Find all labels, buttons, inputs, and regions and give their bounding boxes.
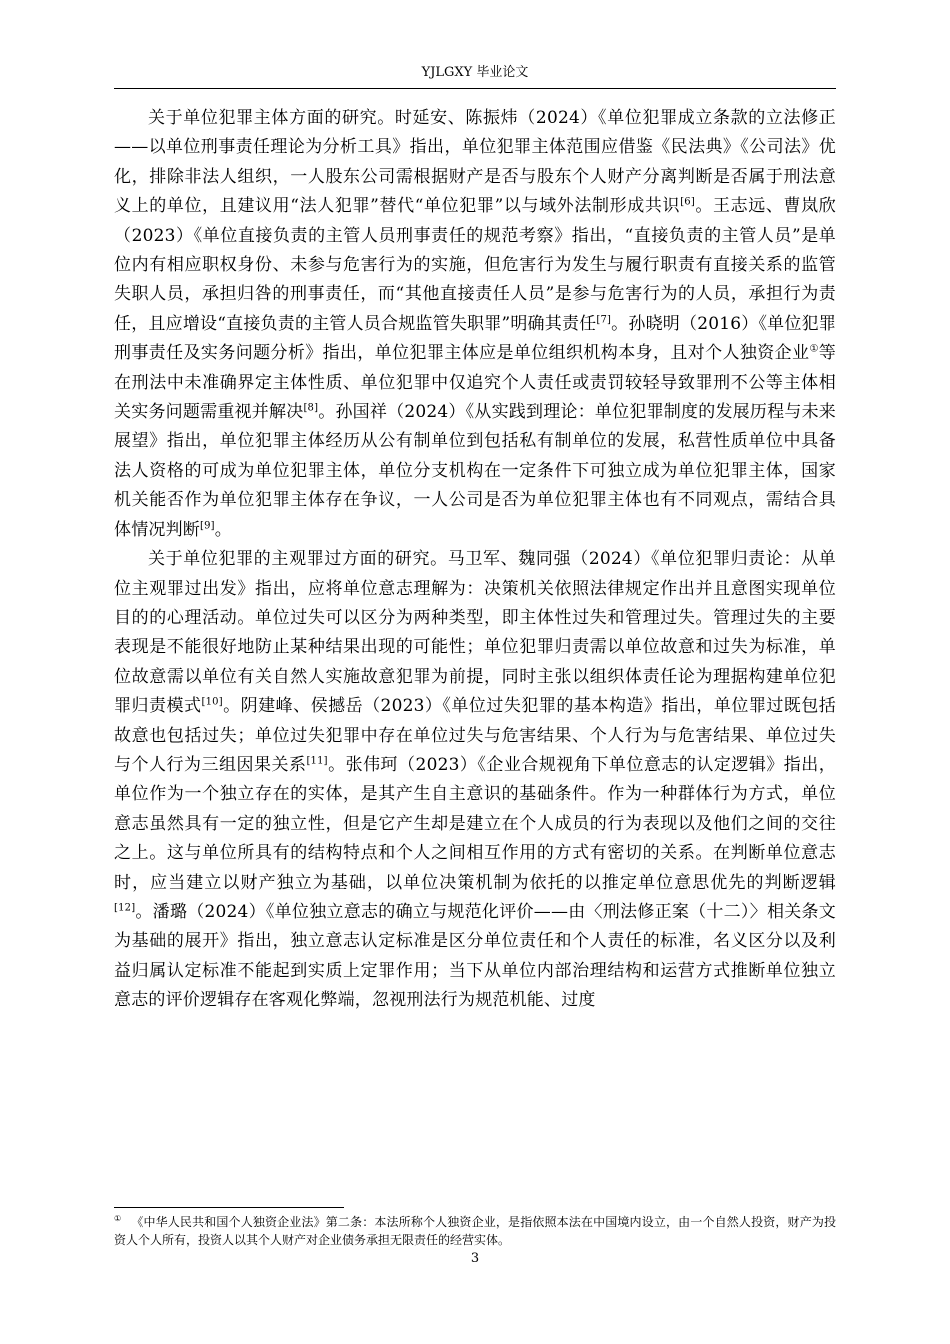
paragraph-subject-research	[114, 104, 836, 545]
citation-7: [7]	[596, 314, 612, 326]
footnote-marker: ①	[114, 1214, 122, 1223]
citation-6: [6]	[680, 196, 695, 208]
text-run: 等在刑法中未准确界定主体性质、单位犯罪中仅追究个人责任或责罚较轻导致罪刑不公等主体相关实务问题需重视并解决	[114, 343, 836, 423]
text-run: 。张伟珂（2023）《企业合规视角下单位意志的认定逻辑》指出，单位作为一个独立存在的实体，是其产生自主意识的基础条件。作为一种群体行为方式，单位意志虽然具有一定的独立性，但是它产生却是建立在个人成员的行为表现以及他们之间的交往之上。这与单位所具有的结构特点和个人之间相互作用的方式有密切的关系。在判断单位意志时，应当建立以财产独立为基础，以单位决策机制为依托的以推定单位意思优先的判断逻辑	[114, 754, 837, 893]
header-rule	[114, 88, 836, 89]
running-header: YJLGXY 毕业论文	[421, 65, 529, 80]
text-run: 关于单位犯罪的主观罪过方面的研究。马卫军、魏同强（2024）《单位犯罪归责论：从单位主观罪过出发》指出，应将单位意志理解为：决策机关依照法律规定作出并且意图实现单位目的的心理活动。单位过失可以区分为两种类型，即主体性过失和管理过失。管理过失的主要表现是不能很好地防止某种结果出现的可能性；单位犯罪归责需以单位故意和过失为标准，单位故意需以单位有关自然人实施故意犯罪为前提，同时主张以组织体责任论为理据构建单位犯罪归责模式	[114, 549, 836, 717]
text-run: 。孙国祥（2024）《从实践到理论：单位犯罪制度的发展历程与未来展望》指出，单位犯罪主体经历从公有制单位到包括私有制单位的发展，私营性质单位中具备法人资格的可成为单位犯罪主体，单位分支机构在一定条件下可独立成为单位犯罪主体，国家机关能否作为单位犯罪主体存在争议，一人公司是否为单位犯罪主体也有不同观点，需结合具体情况判断	[114, 402, 836, 540]
text-run: 关于单位犯罪主体方面的研究。时延安、陈振炜（2024）《单位犯罪成立条款的立法修正——以单位刑事责任理论为分析工具》指出，单位犯罪主体范围应借鉴《民法典》《公司法》优化，排除非法人组织，一人股东公司需根据财产是否与股东个人财产分离判断是否属于刑法意义上的单位，且建议用“法人犯罪”替代“单位犯罪”以与域外法制形成共识	[114, 108, 836, 217]
text-run: 。王志远、曹岚欣（2023）《单位直接负责的主管人员刑事责任的规范考察》指出，“直接负责的主管人员”是单位内有相应职权身份、未参与危害行为的实施，但危害行为发生与履行职责有直接关系的监管失职人员，承担归咎的刑事责任，而“其他直接责任人员”是参与危害行为的人员，承担行为责任，且应增设“直接负责的主管人员合规监管失职罪”明确其责任	[114, 196, 836, 334]
text-run: 。	[214, 519, 232, 540]
citation-10: [10]	[201, 696, 223, 708]
text-run: 。潘璐（2024）《单位独立意志的确立与规范化评价——由〈刑法修正案（十二）〉相关条文为基础的展开》指出，独立意志认定标准是区分单位责任和个人责任的标准，名义区分以及利益归属认定标准不能起到实质上定罪作用；当下从单位内部治理结构和运营方式推断单位独立意志的评价逻辑存在客观化弊端，忽视刑法行为规范机能、过度	[114, 901, 836, 1011]
footnote-ref-1: ①	[809, 343, 819, 355]
text-run: 。阴建峰、侯撼岳（2023）《单位过失犯罪的基本构造》指出，单位罪过既包括故意也包括过失；单位过失犯罪中存在单位过失与危害结果、个人行为与危害结果、单位过失与个人行为三组因果关系	[114, 696, 837, 775]
body-text	[114, 104, 836, 1016]
paragraph-mens-rea-research	[114, 545, 836, 1016]
citation-8: [8]	[303, 402, 319, 414]
footnote-text: 《中华人民共和国个人独资企业法》第二条：本法所称个人独资企业，是指依照本法在中国境内设立，由一个自然人投资，财产为投资人个人所有，投资人以其个人财产对企业债务承担无限责任的经营实体。	[114, 1215, 836, 1247]
text-run: 。孙晓明（2016）《单位犯罪刑事责任及实务问题分析》指出，单位犯罪主体应是单位组织机构本身，且对个人独资企业	[114, 313, 837, 364]
footnote	[114, 1213, 836, 1249]
citation-9: [9]	[200, 520, 215, 532]
citation-12: [12]	[114, 902, 136, 914]
citation-11: [11]	[306, 755, 328, 767]
page-number: 3	[470, 1251, 480, 1266]
footnote-rule	[114, 1207, 344, 1208]
